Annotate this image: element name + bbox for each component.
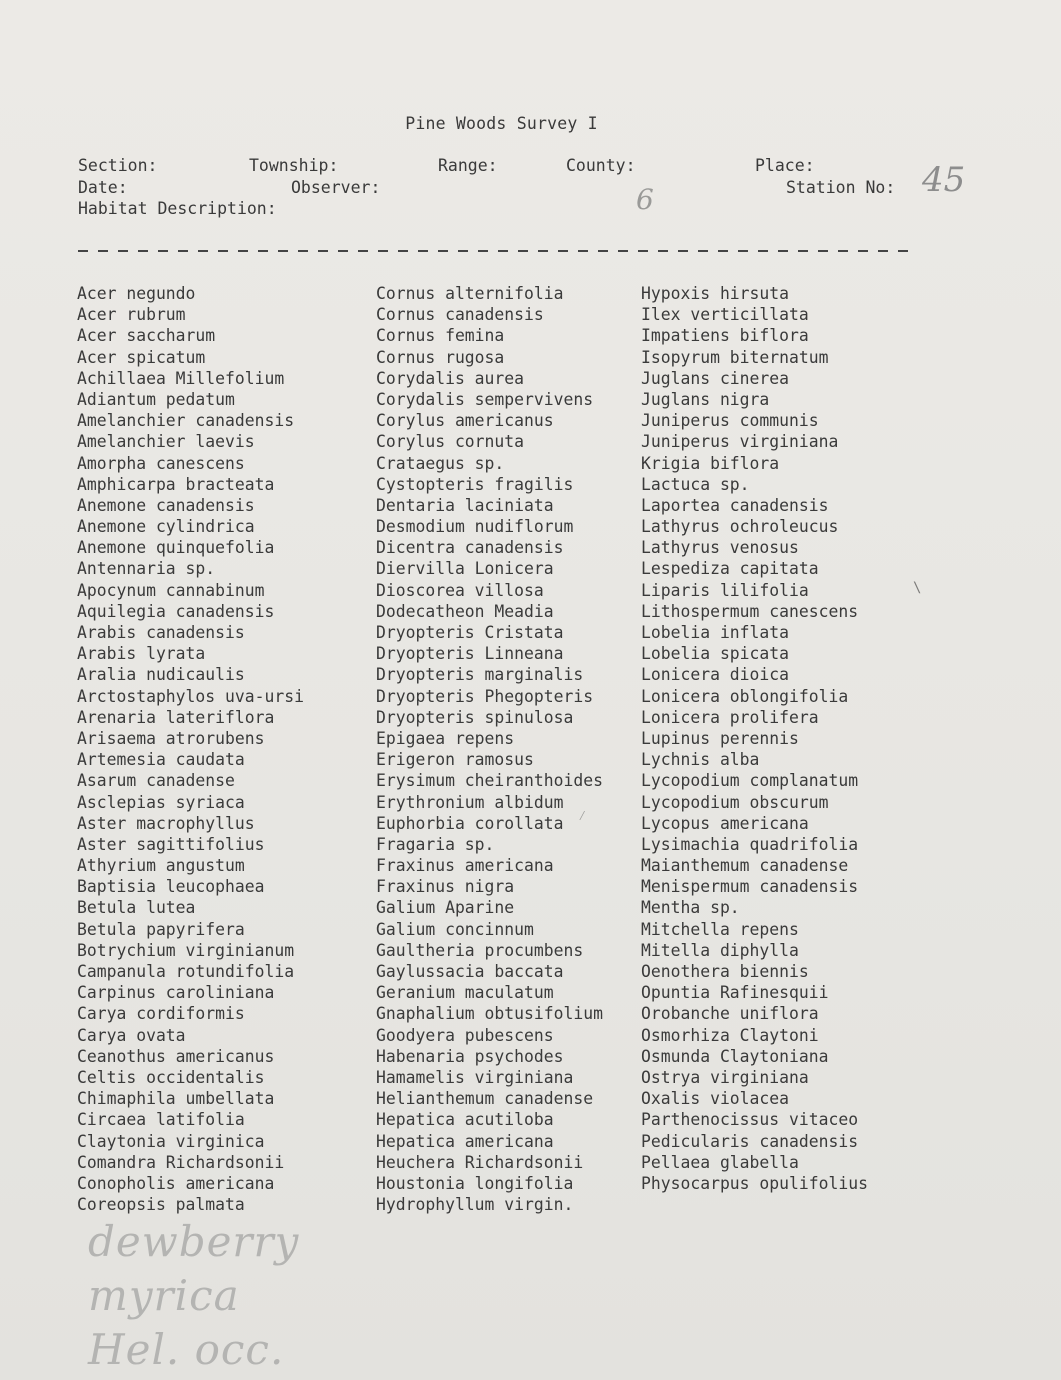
species-name: Asarum canadense xyxy=(77,771,235,791)
species-name: Diervilla Lonicera xyxy=(376,559,554,579)
species-name: Betula papyrifera xyxy=(77,919,245,939)
divider-dashes xyxy=(78,250,916,252)
species-name: Anemone quinquefolia xyxy=(77,538,275,558)
species-name: Dodecatheon Meadia xyxy=(376,601,554,621)
species-name: Erysimum cheiranthoides xyxy=(376,771,603,791)
species-name: Galium Aparine xyxy=(376,898,515,918)
station-number-handwritten: 45 xyxy=(922,160,966,200)
species-name: Lychnis alba xyxy=(641,750,760,770)
species-name: Lactuca sp. xyxy=(641,474,750,494)
species-column-3 xyxy=(641,283,868,1194)
species-name: Arenaria lateriflora xyxy=(77,707,275,727)
species-name: Oenothera biennis xyxy=(641,962,809,981)
species-name: Lobelia inflata xyxy=(641,623,790,642)
section-label: Section: xyxy=(78,156,158,175)
species-name: Lonicera dioica xyxy=(641,665,790,685)
species-name: Achillaea Millefolium xyxy=(77,368,285,388)
species-name: Hamamelis virginiana xyxy=(376,1067,574,1087)
species-name: Asclepias syriaca xyxy=(77,792,245,812)
species-name: Dryopteris Linneana xyxy=(376,644,564,664)
species-name: Ostrya virginiana xyxy=(641,1067,809,1087)
species-name: Hydrophyllum virgin. xyxy=(376,1195,574,1215)
station-label: Station No: xyxy=(786,178,896,197)
species-name: Oxalis violacea xyxy=(641,1089,790,1109)
species-name: Chimaphila umbellata xyxy=(77,1089,275,1109)
species-name: Betula lutea xyxy=(77,898,196,918)
species-name: Cornus rugosa xyxy=(376,347,505,367)
species-name: Cornus alternifolia xyxy=(376,284,564,303)
species-name: Houstonia longifolia xyxy=(376,1173,574,1193)
species-name: Anemone canadensis xyxy=(77,495,255,515)
species-name: Helianthemum canadense xyxy=(376,1089,594,1109)
species-name: Juglans nigra xyxy=(641,389,770,409)
species-name: Apocynum cannabinum xyxy=(77,580,265,600)
species-name: Corydalis aurea xyxy=(376,368,525,388)
pencil-check-mark: ⁄ xyxy=(578,808,587,824)
species-name: Cornus canadensis xyxy=(376,305,544,325)
species-name: Coreopsis palmata xyxy=(77,1195,245,1215)
species-name: Arabis canadensis xyxy=(77,623,245,642)
species-name: Galium concinnum xyxy=(376,919,534,939)
handwritten-mark: 6 xyxy=(636,183,654,216)
species-name: Adiantum pedatum xyxy=(77,389,235,409)
species-name: Osmunda Claytoniana xyxy=(641,1046,829,1066)
species-name: Circaea latifolia xyxy=(77,1110,245,1130)
species-name: Amorpha canescens xyxy=(77,453,245,473)
species-name: Lycopus americana xyxy=(641,813,809,833)
species-name: Corylus americanus xyxy=(376,411,554,431)
species-name: Fraxinus nigra xyxy=(376,877,515,897)
species-name: Opuntia Rafinesquii xyxy=(641,983,829,1003)
species-name: Menispermum canadensis xyxy=(641,877,859,897)
species-name: Lithospermum canescens xyxy=(641,601,859,621)
species-name: Osmorhiza Claytoni xyxy=(641,1025,819,1045)
species-name: Carya cordiformis xyxy=(77,1004,245,1024)
species-name: Lycopodium complanatum xyxy=(641,771,859,791)
species-name: Artemesia caudata xyxy=(77,750,245,770)
species-name: Baptisia leucophaea xyxy=(77,877,265,897)
species-name: Botrychium virginianum xyxy=(77,940,295,960)
species-name: Celtis occidentalis xyxy=(77,1067,265,1087)
species-name: Lonicera oblongifolia xyxy=(641,686,849,706)
species-name: Gaultheria procumbens xyxy=(376,940,584,960)
species-name: Maianthemum canadense xyxy=(641,856,849,876)
species-name: Mitella diphylla xyxy=(641,940,799,960)
observer-label: Observer: xyxy=(291,178,381,197)
species-name: Heuchera Richardsonii xyxy=(376,1152,584,1172)
species-name: Erigeron ramosus xyxy=(376,750,534,770)
species-name: Aster macrophyllus xyxy=(77,813,255,833)
range-label: Range: xyxy=(438,156,498,175)
species-name: Athyrium angustum xyxy=(77,856,245,876)
species-name: Arisaema atrorubens xyxy=(77,728,265,748)
species-name: Amphicarpa bracteata xyxy=(77,474,275,494)
species-name: Ilex verticillata xyxy=(641,305,809,325)
species-name: Lobelia spicata xyxy=(641,644,790,664)
species-name: Aralia nudicaulis xyxy=(77,665,245,685)
species-name: Hepatica acutiloba xyxy=(376,1110,554,1130)
species-name: Dioscorea villosa xyxy=(376,580,544,600)
species-name: Aster sagittifolius xyxy=(77,834,265,854)
species-name: Mentha sp. xyxy=(641,898,740,918)
species-name: Krigia biflora xyxy=(641,453,780,473)
species-name: Impatiens biflora xyxy=(641,326,809,346)
species-name: Hypoxis hirsuta xyxy=(641,284,790,303)
species-name: Lathyrus ochroleucus xyxy=(641,517,839,537)
species-name: Acer negundo xyxy=(77,284,196,303)
species-name: Acer spicatum xyxy=(77,347,206,367)
species-name: Corylus cornuta xyxy=(376,432,525,452)
species-name: Juglans cinerea xyxy=(641,368,790,388)
species-name: Dentaria laciniata xyxy=(376,495,554,515)
species-name: Erythronium albidum xyxy=(376,792,564,812)
species-name: Goodyera pubescens xyxy=(376,1025,554,1045)
species-column-1 xyxy=(77,283,304,1215)
species-name: Habenaria psychodes xyxy=(376,1046,564,1066)
place-label: Place: xyxy=(755,156,815,175)
species-name: Dryopteris marginalis xyxy=(376,665,584,685)
species-name: Crataegus sp. xyxy=(376,453,505,473)
species-name: Arabis lyrata xyxy=(77,644,206,664)
species-name: Juniperus virginiana xyxy=(641,432,839,452)
species-name: Mitchella repens xyxy=(641,919,799,939)
species-name: Carya ovata xyxy=(77,1025,186,1045)
species-name: Acer saccharum xyxy=(77,326,216,346)
species-name: Acer rubrum xyxy=(77,305,186,325)
species-name: Gnaphalium obtusifolium xyxy=(376,1004,603,1024)
species-name: Dryopteris Phegopteris xyxy=(376,686,594,706)
species-name: Antennaria sp. xyxy=(77,559,216,579)
species-name: Corydalis sempervivens xyxy=(376,389,594,409)
species-column-2 xyxy=(376,283,603,1215)
species-name: Anemone cylindrica xyxy=(77,517,255,537)
species-name: Fraxinus americana xyxy=(376,856,554,876)
handwritten-note: myrica xyxy=(88,1271,240,1320)
habitat-label: Habitat Description: xyxy=(78,199,277,218)
species-name: Laportea canadensis xyxy=(641,495,829,515)
species-name: Conopholis americana xyxy=(77,1173,275,1193)
species-name: Lespediza capitata xyxy=(641,559,819,579)
species-name: Pedicularis canadensis xyxy=(641,1131,859,1151)
species-name: Cystopteris fragilis xyxy=(376,474,574,494)
species-name: Dicentra canadensis xyxy=(376,538,564,558)
species-name: Pellaea glabella xyxy=(641,1152,799,1172)
species-name: Euphorbia corollata xyxy=(376,813,564,833)
species-name: Lathyrus venosus xyxy=(641,538,799,558)
species-name: Lysimachia quadrifolia xyxy=(641,834,859,854)
page-title: Pine Woods Survey I xyxy=(405,114,598,133)
species-name: Lonicera prolifera xyxy=(641,707,819,727)
species-name: Amelanchier canadensis xyxy=(77,411,295,431)
species-name: Lycopodium obscurum xyxy=(641,792,829,812)
handwritten-note: dewberry xyxy=(88,1217,300,1266)
species-name: Parthenocissus vitaceo xyxy=(641,1110,859,1130)
township-label: Township: xyxy=(249,156,339,175)
species-name: Geranium maculatum xyxy=(376,983,554,1003)
species-name: Isopyrum biternatum xyxy=(641,347,829,367)
species-name: Claytonia virginica xyxy=(77,1131,265,1151)
species-name: Epigaea repens xyxy=(376,728,515,748)
handwritten-notes xyxy=(88,1215,388,1377)
species-name: Lupinus perennis xyxy=(641,728,799,748)
species-name: Gaylussacia baccata xyxy=(376,962,564,981)
species-name: Hepatica americana xyxy=(376,1131,554,1151)
species-name: Campanula rotundifolia xyxy=(77,962,295,981)
species-name: Ceanothus americanus xyxy=(77,1046,275,1066)
species-name: Aquilegia canadensis xyxy=(77,601,275,621)
species-name: Dryopteris Cristata xyxy=(376,623,564,642)
species-name: Physocarpus opulifolius xyxy=(641,1173,868,1193)
species-name: Arctostaphylos uva-ursi xyxy=(77,686,304,706)
species-name: Desmodium nudiflorum xyxy=(376,517,574,537)
pencil-tick-mark: \ xyxy=(913,580,922,596)
species-name: Comandra Richardsonii xyxy=(77,1152,285,1172)
species-name: Juniperus communis xyxy=(641,411,819,431)
species-name: Amelanchier laevis xyxy=(77,432,255,452)
handwritten-note: Hel. occ. xyxy=(88,1325,285,1374)
species-name: Carpinus caroliniana xyxy=(77,983,275,1003)
date-label: Date: xyxy=(78,178,128,197)
county-label: County: xyxy=(566,156,636,175)
species-name: Dryopteris spinulosa xyxy=(376,707,574,727)
species-name: Cornus femina xyxy=(376,326,505,346)
species-name: Orobanche uniflora xyxy=(641,1004,819,1024)
species-name: Liparis lilifolia xyxy=(641,580,809,600)
species-name: Fragaria sp. xyxy=(376,834,495,854)
